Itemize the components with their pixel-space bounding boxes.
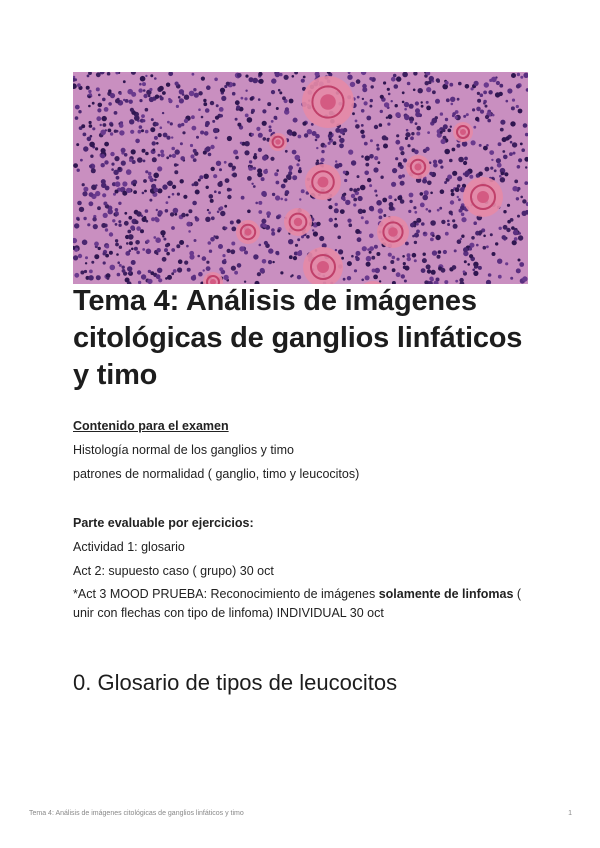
evaluable-heading: Parte evaluable por ejercicios:: [73, 516, 254, 530]
footer-title: Tema 4: Análisis de imágenes citológicas de ganglios linfáticos y timo: [29, 810, 244, 817]
exam-item: Histología normal de los ganglios y timo: [73, 443, 294, 457]
section-heading: 0. Glosario de tipos de leucocitos: [73, 670, 398, 695]
activity-item: Act 2: supuesto caso ( grupo) 30 oct: [73, 564, 274, 578]
page-title: Tema 4: Análisis de imágenes citológicas de ganglios linfáticos y timo: [73, 285, 523, 391]
histology-cover-image: [73, 72, 528, 284]
act3-bold: solamente de linfomas: [378, 587, 514, 601]
act3-prefix: *Act 3 MOOD PRUEBA: Reconocimiento de imágenes: [73, 587, 379, 601]
activity-item-act3: [73, 585, 533, 623]
footer-page-number: 1: [568, 810, 572, 817]
exam-heading: Contenido para el examen: [73, 419, 229, 433]
exam-item: patrones de normalidad ( ganglio, timo y leucocitos): [73, 467, 360, 481]
activity-item: Actividad 1: glosario: [73, 540, 185, 554]
act3-suffix: ( unir con flechas con tipo de linfoma) INDIVIDUAL 30 oct: [73, 587, 522, 620]
